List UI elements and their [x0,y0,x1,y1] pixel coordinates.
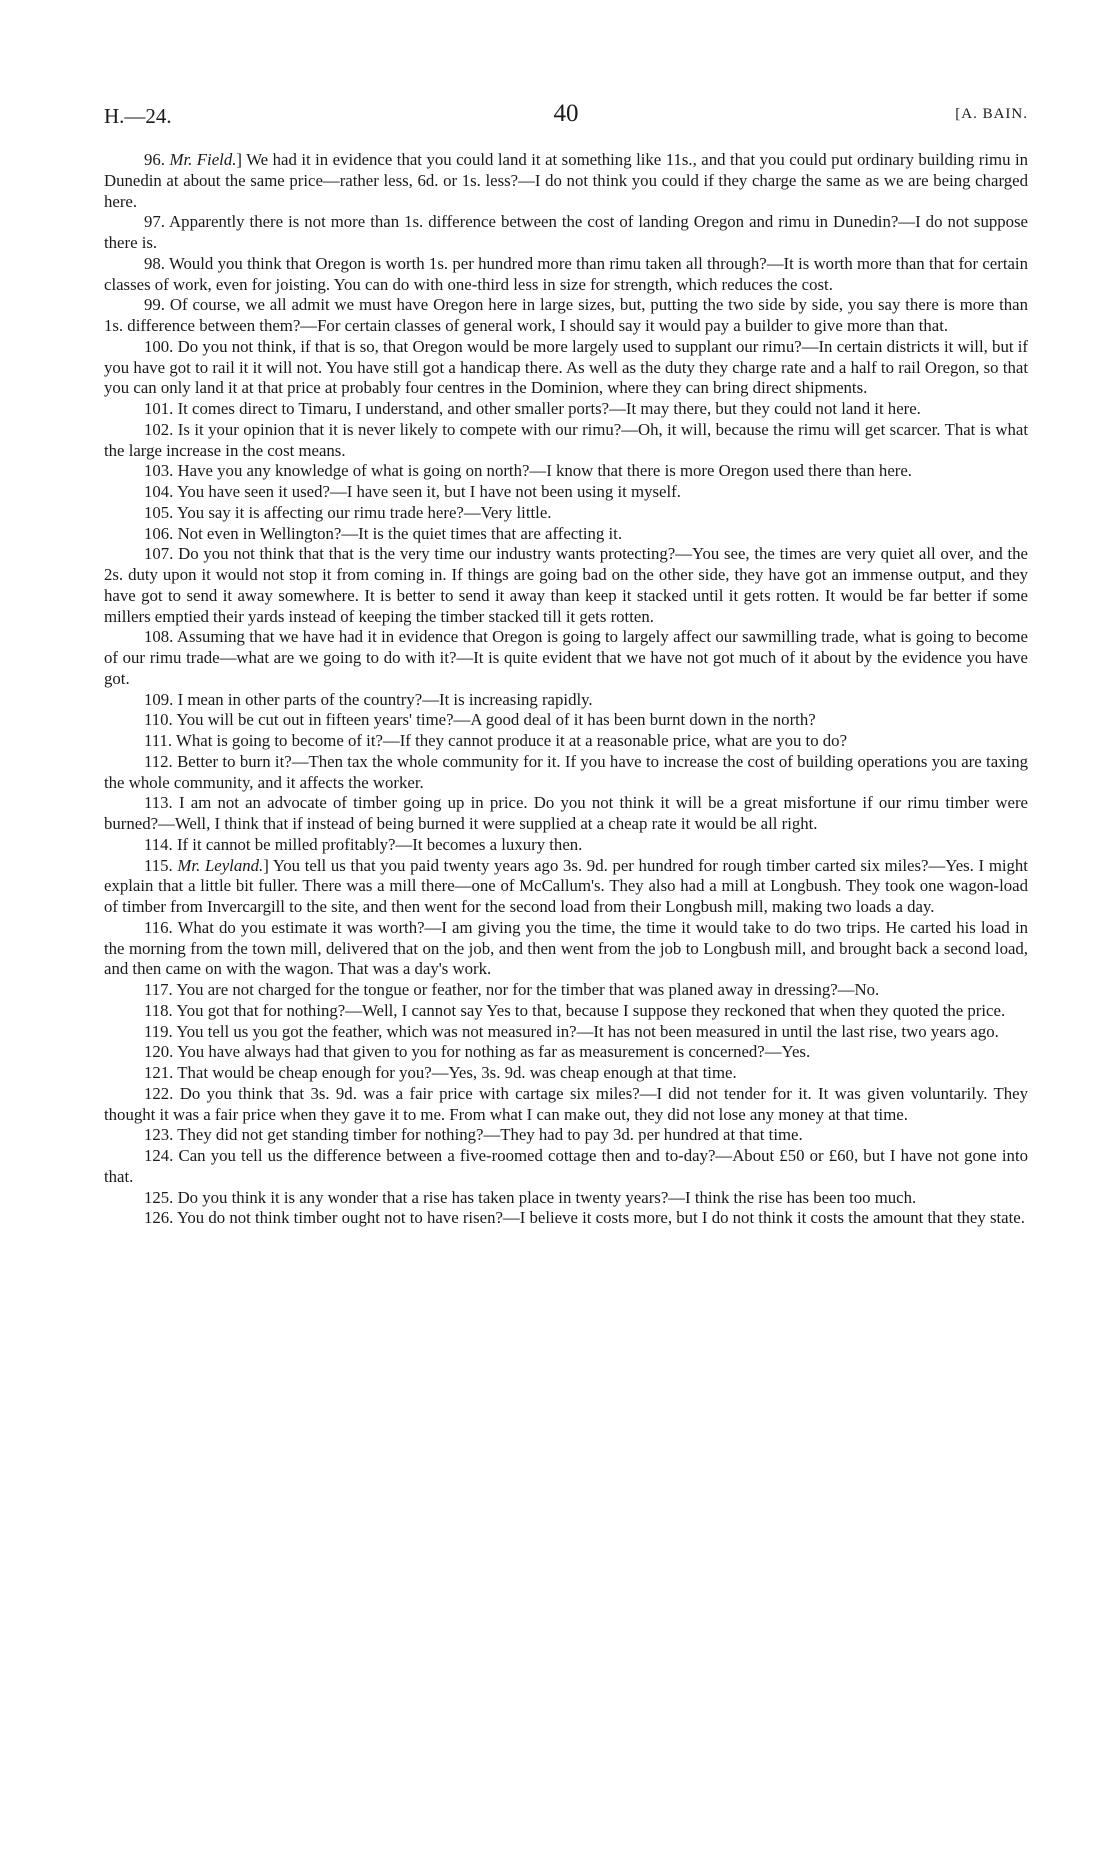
evidence-paragraph: 125. Do you think it is any wonder that a rise has taken place in twenty years?—I think the rise has been too much. [144,1187,917,1207]
evidence-paragraph: 113. I am not an advocate of timber going up in price. Do you not think it will be a great misfortune if our rimu timber were burned?—Well, I think that if instead of being burned it were supplied at a cheap rate it would be all right. [104,793,1028,833]
evidence-paragraph: 123. They did not get standing timber for nothing?—They had to pay 3d. per hundred at that time. [144,1125,803,1145]
paragraph-text: ] You tell us that you paid twenty years ago 3s. 9d. per hundred for rough timber carted six miles?—Yes. I might explain that a little bit fuller. There was a mill there—one of McCallum's. They also had a mill at Longbush. They took one wagon-load of timber from Invercargill to the site, and then went for the second load from their Longbush mill, making two loads a day. [104,855,1028,916]
paper-reference: H.—24. [104,104,172,128]
evidence-paragraph [104,856,1028,918]
speaker-name: Mr. Field. [169,150,237,169]
page-number: 40 [553,100,579,127]
evidence-paragraph: 100. Do you not think, if that is so, that Oregon would be more largely used to supplant our rimu?—In certain districts it will, but if you have got to rail it it will not. You have still got a handicap there. As well as the duty they charge rate and a half to rail Oregon, so that you can only land it at that price at probably four centres in the Dominion, where they can bring direct shipments. [104,336,1028,398]
page-header [104,100,1028,130]
evidence-paragraph [104,150,1028,212]
evidence-paragraph: 106. Not even in Wellington?—It is the quiet times that are affecting it. [144,523,623,543]
evidence-paragraph: 108. Assuming that we have had it in evidence that Oregon is going to largely affect our sawmilling trade, what is going to become of our rimu trade—what are we going to do with it?—It is quite evident that we have not got much of it about by the evidence you have got. [104,627,1028,688]
evidence-paragraph: 111. What is going to become of it?—If they cannot produce it at a reasonable price, what are you to do? [144,731,848,750]
evidence-paragraph: 109. I mean in other parts of the country?—It is increasing rapidly. [144,689,593,709]
evidence-paragraph: 110. You will be cut out in fifteen years' time?—A good deal of it has been burnt down in the north? [144,710,816,730]
evidence-paragraph: 120. You have always had that given to you for nothing as far as measurement is concerned?—Yes. [144,1042,811,1062]
evidence-paragraph: 97. Apparently there is not more than 1s. difference between the cost of landing Oregon and rimu in Dunedin?—I do not suppose there is. [104,212,1028,252]
evidence-paragraph: 122. Do you think that 3s. 9d. was a fair price with cartage six miles?—I did not tender for it. It was given voluntarily. They thought it was a fair price when they gave it to me. From what I can make out, they did not lose any money at that time. [104,1083,1028,1124]
evidence-paragraph: 104. You have seen it used?—I have seen it, but I have not been using it myself. [144,482,681,501]
evidence-paragraph: 103. Have you any knowledge of what is going on north?—I know that there is more Oregon used there than here. [144,461,913,481]
evidence-paragraph: 101. It comes direct to Timaru, I understand, and other smaller ports?—It may there, but they could not land it here. [144,399,921,418]
evidence-paragraph: 98. Would you think that Oregon is worth 1s. per hundred more than rimu taken all through?—It is worth more than that for certain classes of work, even for joisting. You can do with one-third less in size for strength, which reduces the cost. [104,253,1028,294]
evidence-paragraph: 117. You are not charged for the tongue or feather, nor for the timber that was planed away in dressing?—No. [144,980,880,999]
evidence-paragraph: 116. What do you estimate it was worth?—I am giving you the time, the time it would take to do two trips. He carted his load in the morning from the town mill, delivered that on the job, and then went from the job to Longbush mill, and brought back a second load, and then came on with the wagon. That was a day's work. [104,917,1028,979]
evidence-paragraph: 124. Can you tell us the difference between a five-roomed cottage then and to-day?—About £50 or £60, but I have not gone into that. [104,1146,1028,1186]
evidence-paragraph: 126. You do not think timber ought not to have risen?—I believe it costs more, but I do not think it costs the amount that they state. [144,1208,1025,1228]
evidence-paragraph: 121. That would be cheap enough for you?—Yes, 3s. 9d. was cheap enough at that time. [144,1063,737,1082]
evidence-paragraph: 107. Do you not think that that is the very time our industry wants protecting?—You see, the times are very quiet all over, and the 2s. duty upon it would not stop it from coming in. If things are going bad on the other side, they have got an immense output, and they have got to send it away somewhere. It is better to send it away than keep it stacked until it gets rotten. It would be far better if some millers emptied their yards instead of keeping the timber stacked till it gets rotten. [104,544,1028,626]
witness-name: [A. BAIN. [955,106,1028,122]
speaker-name: Mr. Leyland. [177,855,264,875]
paragraph-text: ] We had it in evidence that you could land it at something like 11s., and that you could put ordinary building rimu in Dunedin at about the same price—rather less, 6d. or 1s. less?—I do not think you could if they charge the same as we are being charged here. [104,150,1028,211]
evidence-paragraph: 118. You got that for nothing?—Well, I cannot say Yes to that, because I suppose they reckoned that when they quoted the price. [144,1000,1006,1020]
evidence-paragraph: 112. Better to burn it?—Then tax the whole community for it. If you have to increase the cost of building operations you are taxing the whole community, and it affects the worker. [104,751,1028,792]
evidence-paragraph: 114. If it cannot be milled profitably?—It becomes a luxury then. [144,834,583,854]
evidence-paragraph: 102. Is it your opinion that it is never likely to compete with our rimu?—Oh, it will, because the rimu will get scarcer. That is what the large increase in the cost means. [104,419,1028,460]
evidence-paragraph: 119. You tell us you got the feather, which was not measured in?—It has not been measured in until the last rise, two years ago. [144,1021,999,1041]
evidence-paragraph: 105. You say it is affecting our rimu trade here?—Very little. [144,502,552,522]
question-number: 96. [144,150,170,169]
question-number: 115. [144,855,178,875]
evidence-paragraph: 99. Of course, we all admit we must have Oregon here in large sizes, but, putting the two side by side, you say there is more than 1s. difference between them?—For certain classes of general work, I should say it would pay a builder to give more than that. [104,295,1028,335]
evidence-body [104,150,1028,1229]
